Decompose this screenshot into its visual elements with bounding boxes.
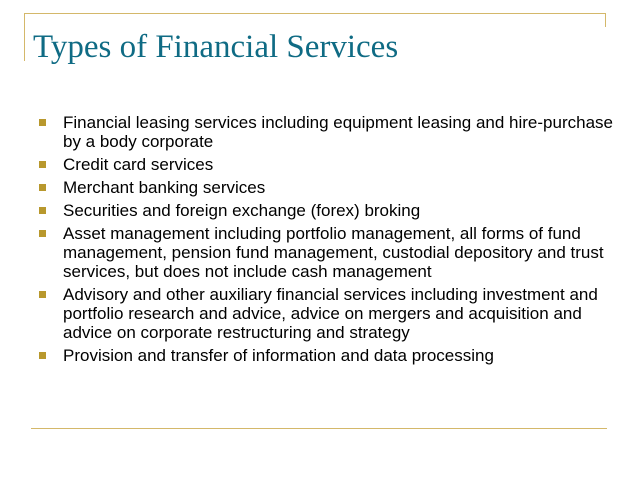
- square-bullet-icon: [39, 161, 46, 168]
- list-item-text: Financial leasing services including equipment leasing and hire-purchase by a body corporate: [63, 113, 613, 151]
- top-rule: [24, 13, 606, 14]
- list-item-text: Asset management including portfolio management, all forms of fund management, pension fund management, custodial depository and trust services, but does not include cash management: [63, 224, 604, 281]
- square-bullet-icon: [39, 184, 46, 191]
- list-item: [36, 201, 616, 220]
- list-item-text: Credit card services: [63, 155, 214, 174]
- left-rule: [24, 13, 25, 61]
- list-item: [36, 113, 616, 151]
- square-bullet-icon: [39, 207, 46, 214]
- bullet-list: [36, 113, 616, 369]
- bottom-rule: [31, 428, 607, 429]
- square-bullet-icon: [39, 119, 46, 126]
- list-item-text: Advisory and other auxiliary financial services including investment and portfolio research and advice, advice on mergers and acquisition and advice on corporate restructuring and strategy: [63, 285, 598, 342]
- list-item: [36, 285, 616, 342]
- slide-title: Types of Financial Services: [33, 29, 399, 65]
- square-bullet-icon: [39, 291, 46, 298]
- square-bullet-icon: [39, 352, 46, 359]
- list-item-text: Securities and foreign exchange (forex) broking: [63, 201, 421, 220]
- list-item: [36, 178, 616, 197]
- list-item: [36, 155, 616, 174]
- list-item: [36, 346, 616, 365]
- list-item-text: Provision and transfer of information and data processing: [63, 346, 494, 365]
- square-bullet-icon: [39, 230, 46, 237]
- right-rule: [605, 13, 606, 27]
- list-item: [36, 224, 616, 281]
- list-item-text: Merchant banking services: [63, 178, 266, 197]
